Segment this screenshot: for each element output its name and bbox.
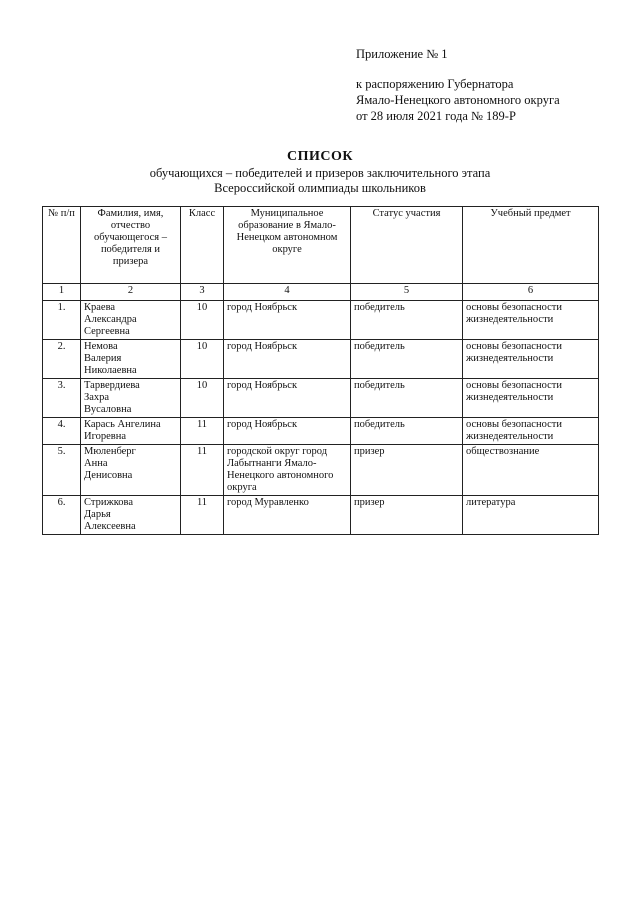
col-header-grade: Класс — [181, 207, 224, 284]
row-subject: обществознание — [463, 445, 599, 496]
row-number: 1. — [43, 301, 81, 340]
document-subtitle-2: Всероссийской олимпиады школьников — [214, 181, 426, 195]
row-status: победитель — [351, 301, 463, 340]
name-part: Краева — [84, 302, 116, 313]
row-name — [81, 496, 181, 535]
row-number: 5. — [43, 445, 81, 496]
row-grade: 10 — [181, 301, 224, 340]
name-part: Николаевна — [84, 365, 137, 376]
name-part: Анна — [84, 458, 108, 469]
row-status: призер — [351, 496, 463, 535]
row-status: победитель — [351, 418, 463, 445]
col-header-number: № п/п — [43, 207, 81, 284]
table-row — [43, 340, 599, 379]
document-title: СПИСОК — [286, 149, 354, 164]
appendix-block — [356, 46, 560, 124]
col-number-1: 1 — [43, 284, 81, 301]
name-part: Карась Ангелина — [84, 419, 161, 430]
row-grade: 11 — [181, 418, 224, 445]
row-subject: основы безопасности жизнедеятельности — [463, 340, 599, 379]
name-part: Сергеевна — [84, 326, 130, 337]
name-part: Валерия — [84, 353, 122, 364]
name-part: Мюленберг — [84, 446, 136, 457]
appendix-line-1: к распоряжению Губернатора — [356, 77, 514, 91]
row-municipality: город Ноябрьск — [224, 301, 351, 340]
row-status: победитель — [351, 379, 463, 418]
table-row — [43, 496, 599, 535]
row-name — [81, 445, 181, 496]
row-name — [81, 340, 181, 379]
table-row — [43, 379, 599, 418]
row-number: 3. — [43, 379, 81, 418]
row-name — [81, 301, 181, 340]
col-number-5: 5 — [351, 284, 463, 301]
col-number-4: 4 — [224, 284, 351, 301]
name-part: Вусаловна — [84, 404, 132, 415]
appendix-line-3: от 28 июля 2021 года № 189-Р — [356, 109, 516, 123]
name-part: Дарья — [84, 509, 111, 520]
col-header-subject: Учебный предмет — [463, 207, 599, 284]
name-part: Игоревна — [84, 431, 127, 442]
row-subject: основы безопасности жизнедеятельности — [463, 301, 599, 340]
appendix-line-2: Ямало-Ненецкого автономного округа — [356, 93, 560, 107]
row-grade: 11 — [181, 496, 224, 535]
row-grade: 10 — [181, 379, 224, 418]
row-municipality: городской округ город Лабытнанги Ямало-Ненецкого автономного округа — [224, 445, 351, 496]
row-status: призер — [351, 445, 463, 496]
row-subject: основы безопасности жизнедеятельности — [463, 418, 599, 445]
column-numbers-row — [43, 284, 599, 301]
row-number: 6. — [43, 496, 81, 535]
col-header-municipality: Муниципальное образование в Ямало-Ненецком автономном округе — [224, 207, 351, 284]
row-municipality: город Ноябрьск — [224, 340, 351, 379]
row-grade: 10 — [181, 340, 224, 379]
table-body — [43, 301, 599, 535]
col-number-2: 2 — [81, 284, 181, 301]
name-part: Денисовна — [84, 470, 133, 481]
col-header-name: Фамилия, имя, отчество обучающегося – победителя и призера — [81, 207, 181, 284]
name-part: Тарвердиева — [84, 380, 140, 391]
table-header-row — [43, 207, 599, 284]
name-part: Захра — [84, 392, 110, 403]
table-row — [43, 445, 599, 496]
document-subtitle-1: обучающихся – победителей и призеров заключительного этапа — [149, 166, 491, 180]
table-row — [43, 418, 599, 445]
name-part: Стрижкова — [84, 497, 134, 508]
row-grade: 11 — [181, 445, 224, 496]
participants-table — [42, 206, 599, 535]
row-number: 2. — [43, 340, 81, 379]
row-municipality: город Ноябрьск — [224, 418, 351, 445]
document-heading — [0, 148, 640, 196]
name-part: Александра — [84, 314, 137, 325]
appendix-title: Приложение № 1 — [356, 47, 448, 61]
row-municipality: город Муравленко — [224, 496, 351, 535]
table-row — [43, 301, 599, 340]
name-part: Немова — [84, 341, 118, 352]
col-header-status: Статус участия — [351, 207, 463, 284]
name-part: Алексеевна — [84, 521, 136, 532]
row-number: 4. — [43, 418, 81, 445]
row-municipality: город Ноябрьск — [224, 379, 351, 418]
row-name — [81, 379, 181, 418]
row-name — [81, 418, 181, 445]
col-number-3: 3 — [181, 284, 224, 301]
row-subject: основы безопасности жизнедеятельности — [463, 379, 599, 418]
col-number-6: 6 — [463, 284, 599, 301]
row-subject: литература — [463, 496, 599, 535]
row-status: победитель — [351, 340, 463, 379]
